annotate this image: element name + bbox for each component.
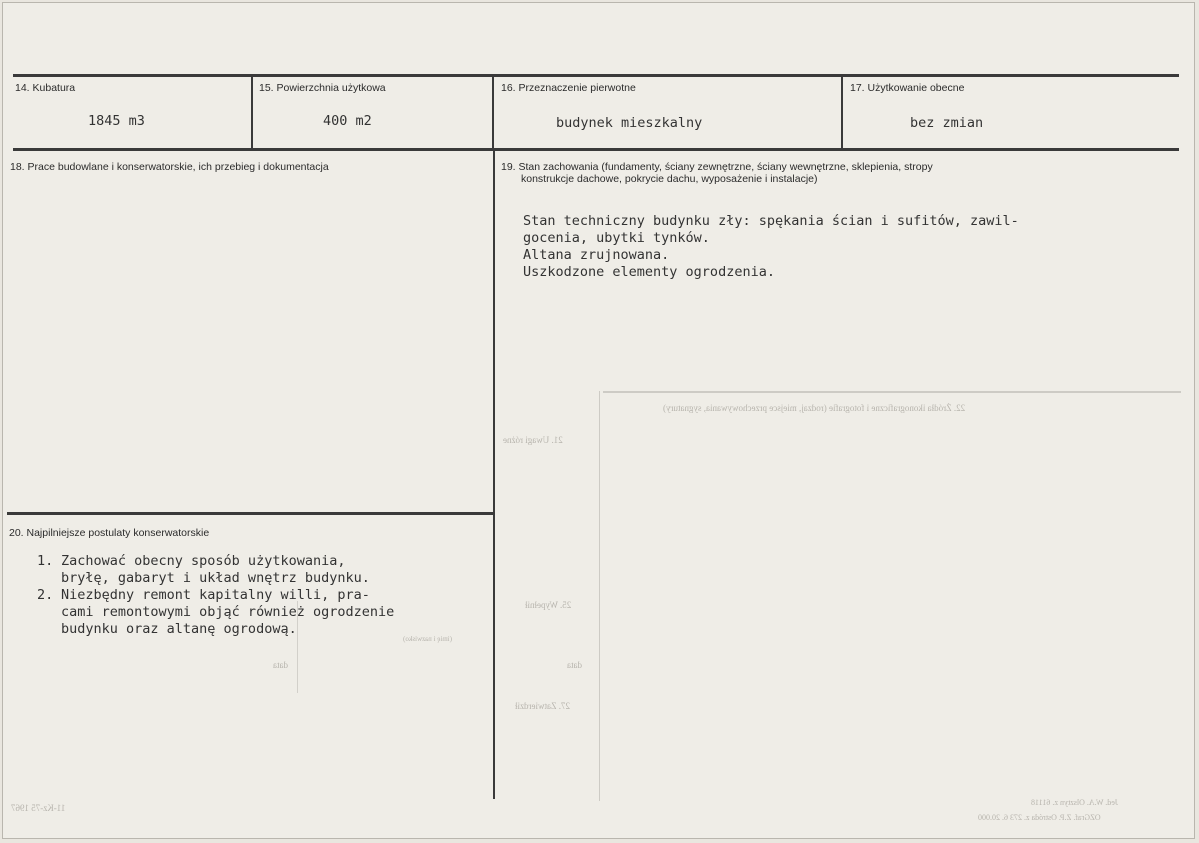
kubatura-value: 1845 m3 xyxy=(88,113,145,129)
przeznaczenie-label: 16. Przeznaczenie pierwotne xyxy=(501,82,636,94)
divider-14-15 xyxy=(251,76,253,149)
bleed-line-h1 xyxy=(603,391,1181,393)
top-rule xyxy=(13,74,1179,77)
powierzchnia-label: 15. Powierzchnia użytkowa xyxy=(259,82,386,94)
stan-label-line2: konstrukcje dachowe, pokrycie dachu, wyposażenie i instalacje) xyxy=(521,173,818,185)
divider-16-17 xyxy=(841,76,843,149)
stan-line: Stan techniczny budynku zły: spękania ścian i sufitów, zawil- xyxy=(523,213,1019,229)
stan-line: gocenia, ubytki tynków. xyxy=(523,230,710,246)
postulat-line: Zachować obecny sposób użytkowania, xyxy=(61,553,346,569)
prace-label: 18. Prace budowlane i konserwatorskie, ich przebieg i dokumentacja xyxy=(10,161,329,173)
bleed-line-v1 xyxy=(599,391,600,801)
postulaty-list xyxy=(37,553,394,638)
bleed-text: 22. Źródła ikonograficzne i fotografie (rodzaj, miejsce przechowywania, sygnatury) xyxy=(663,403,966,413)
main-column-divider xyxy=(493,149,495,799)
bleed-text: data xyxy=(273,660,288,670)
postulat-item xyxy=(37,587,394,638)
bleed-text: 21. Uwagi różne xyxy=(503,435,563,445)
uzytkowanie-label: 17. Użytkowanie obecne xyxy=(850,82,965,94)
postulat-line: budynku oraz altanę ogrodową. xyxy=(61,621,297,637)
section20-top-rule xyxy=(7,512,494,515)
stan-label-line1: 19. Stan zachowania (fundamenty, ściany zewnętrzne, ściany wewnętrzne, sklepienia, stropy xyxy=(501,161,933,173)
przeznaczenie-value: budynek mieszkalny xyxy=(556,115,703,131)
stan-line: Uszkodzone elementy ogrodzenia. xyxy=(523,264,775,280)
postulat-line: bryłę, gabaryt i układ wnętrz budynku. xyxy=(61,570,370,586)
bleed-text: 27. Zatwierdził xyxy=(515,701,570,711)
header-bottom-rule xyxy=(13,148,1179,151)
bleed-text: Jed. W.A. Olsztyn z. 61118 xyxy=(1031,798,1118,807)
postulaty-label: 20. Najpilniejsze postulaty konserwatorskie xyxy=(9,527,210,539)
bleed-text: data xyxy=(567,660,582,670)
bleed-text: OZGraf. Z.P. Ostróda z. 273 6. 20.000 xyxy=(978,813,1101,822)
uzytkowanie-value: bez zmian xyxy=(910,115,984,131)
bleed-text: (imię i nazwisko) xyxy=(403,635,452,643)
bleed-text: 11-Kz-75 1967 xyxy=(11,803,66,813)
powierzchnia-value: 400 m2 xyxy=(323,113,372,129)
record-card xyxy=(2,2,1195,839)
postulat-line: cami remontowymi objąć również ogrodzenie xyxy=(61,604,395,620)
postulat-number: 1. xyxy=(37,553,54,569)
stan-text xyxy=(523,213,1019,281)
kubatura-label: 14. Kubatura xyxy=(15,82,76,94)
postulat-number: 2. xyxy=(37,587,54,603)
postulat-line: Niezbędny remont kapitalny willi, pra- xyxy=(61,587,370,603)
postulat-item xyxy=(37,553,394,587)
bleed-text: 25. Wypełnił xyxy=(525,600,572,610)
stan-line: Altana zrujnowana. xyxy=(523,247,670,263)
divider-15-16 xyxy=(492,76,494,149)
